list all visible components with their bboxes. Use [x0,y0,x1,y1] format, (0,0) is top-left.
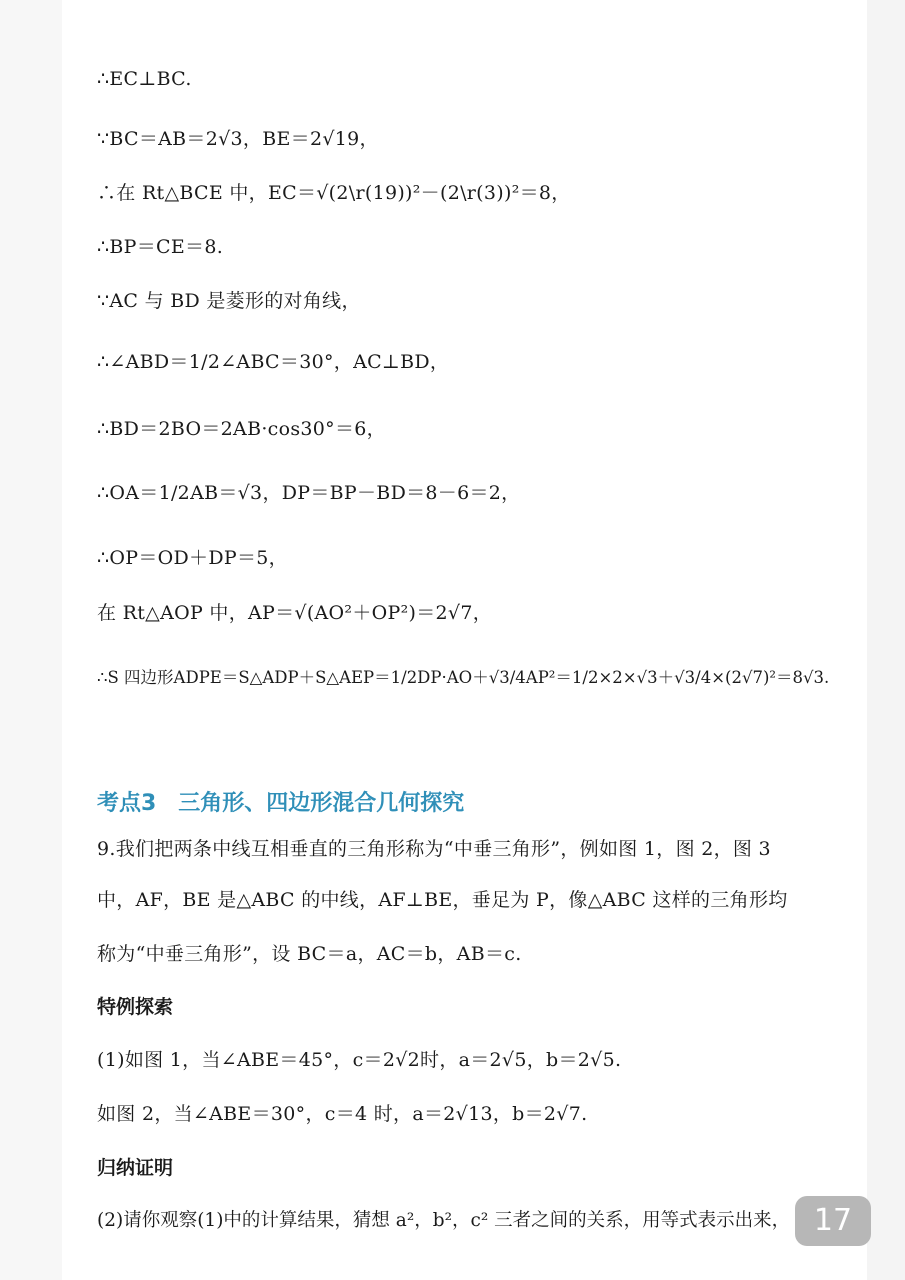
part1-line: (1)如图 1，当∠ABE＝45°，c＝2√2时，a＝2√5，b＝2√5. [97,1049,622,1071]
problem-line: 9.我们把两条中线互相垂直的三角形称为“中垂三角形”，例如图 1，图 2，图 3 [97,838,771,860]
section-heading: 考点3 三角形、四边形混合几何探究 [97,791,465,816]
solution-line: ∴BD＝2BO＝2AB·cos30°＝6， [97,418,386,440]
problem-line: 中，AF，BE 是△ABC 的中线，AF⊥BE，垂足为 P，像△ABC 这样的三角形均 [97,889,788,911]
part2-line: (2)请你观察(1)中的计算结果，猜想 a²，b²，c² 三者之间的关系，用等式表示出来， [97,1210,791,1231]
problem-line: 称为“中垂三角形”，设 BC＝a，AC＝b，AB＝c. [97,943,522,965]
solution-line: ∵BC＝AB＝2√3，BE＝2√19， [97,128,379,150]
left-margin [0,0,62,1280]
solution-line: ∴EC⊥BC. [97,68,192,90]
solution-line: ∴∠ABD＝1/2∠ABC＝30°，AC⊥BD， [97,351,450,373]
solution-line: 在 Rt△AOP 中，AP＝√(AO²＋OP²)＝2√7， [97,602,493,624]
solution-line: ∴BP＝CE＝8. [97,236,224,258]
solution-line: ∴S 四边形ADPE＝S△ADP＋S△AEP＝1/2DP·AO＋√3/4AP²＝1/2×2×√3＋√3/4×(2√7)²＝8√3. [97,668,830,687]
solution-line: ∴OP＝OD＋DP＝5， [97,547,288,569]
right-margin [867,0,905,1280]
solution-line: ∴OA＝1/2AB＝√3，DP＝BP－BD＝8－6＝2， [97,482,521,504]
subheading-special-case: 特例探索 [97,996,174,1018]
solution-line: ∵AC 与 BD 是菱形的对角线， [97,290,361,312]
subheading-induction-proof: 归纳证明 [97,1157,174,1179]
page-number-badge: 17 [795,1196,871,1246]
solution-line: ∴在 Rt△BCE 中，EC＝√(2\r(19))²－(2\r(3))²＝8， [97,182,571,204]
part1-line: 如图 2，当∠ABE＝30°，c＝4 时，a＝2√13，b＝2√7. [97,1103,588,1125]
